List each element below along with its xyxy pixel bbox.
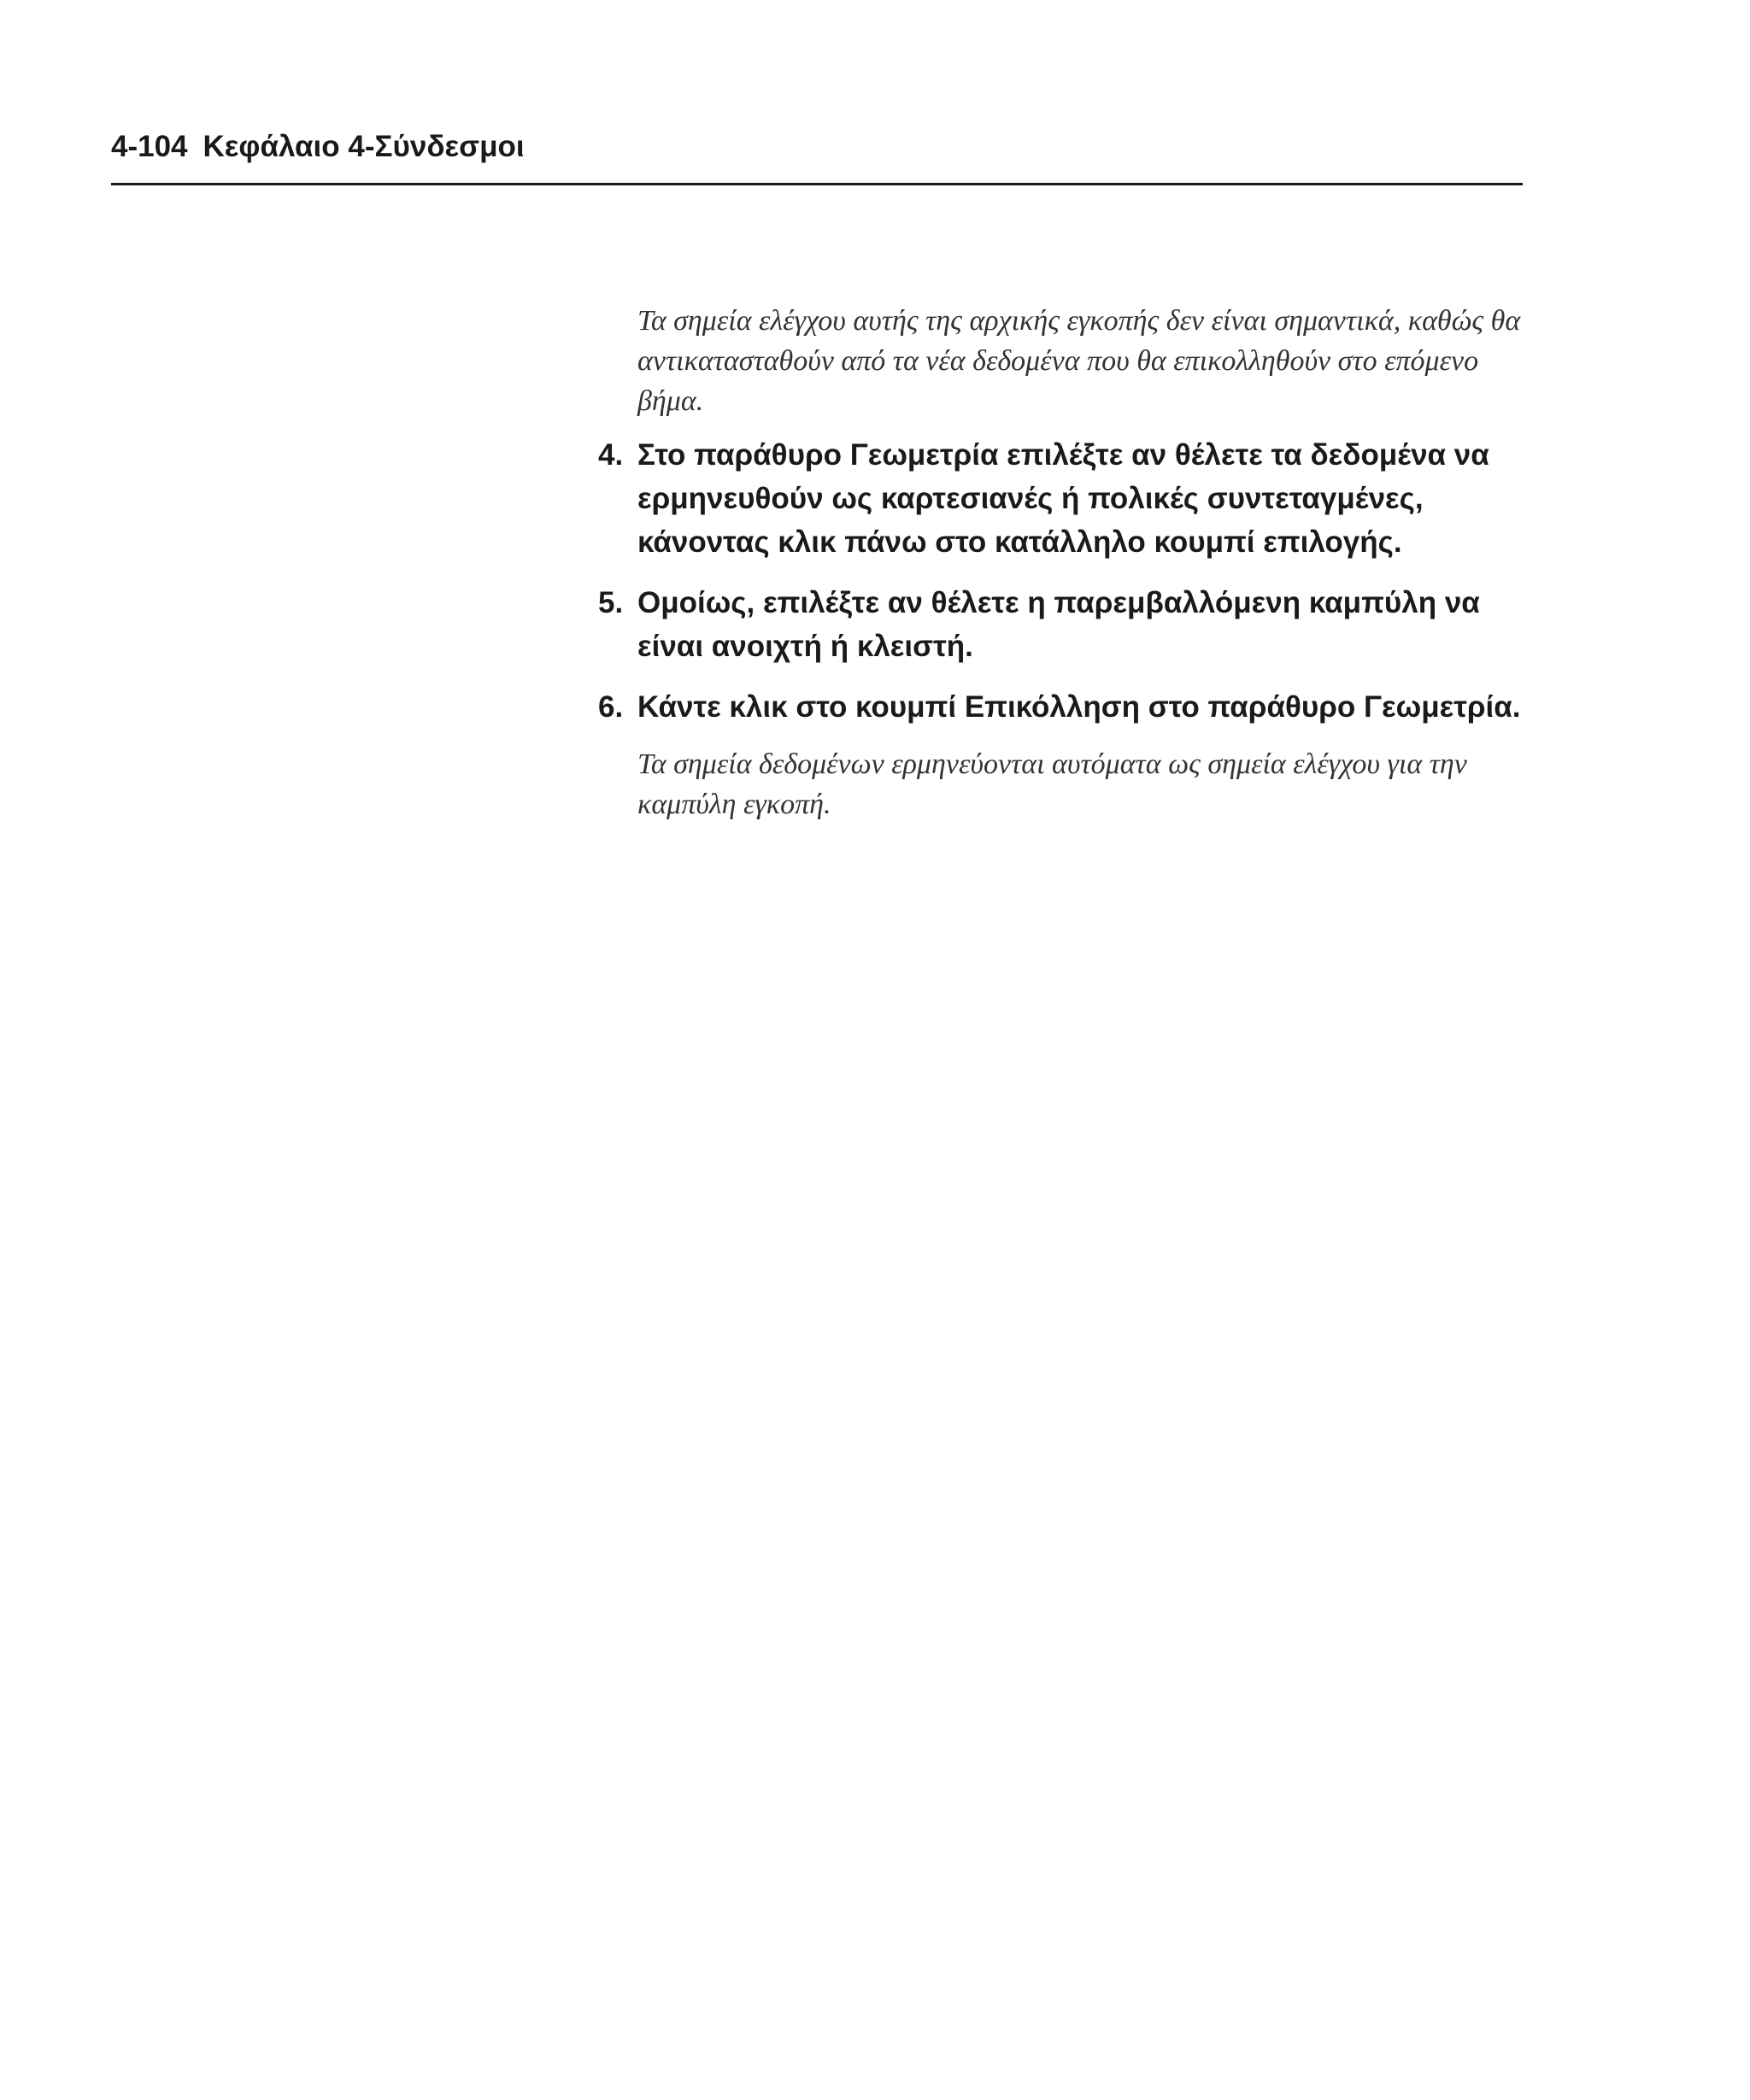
step-item <box>598 685 1547 729</box>
closing-note: Τα σημεία δεδομένων ερμηνεύονται αυτόματα ως σημεία ελέγχου για την καμπύλη εγκοπή. <box>637 748 1467 820</box>
step-number: 4. <box>598 438 624 472</box>
step-item <box>598 581 1547 668</box>
page-header <box>111 128 1523 185</box>
chapter-title: Κεφάλαιο 4-Σύνδεσμοι <box>203 130 525 163</box>
page-content <box>598 301 1547 824</box>
running-head <box>111 128 525 166</box>
step-number: 5. <box>598 586 624 619</box>
intro-note: Τα σημεία ελέγχου αυτής της αρχικής εγκοπής δεν είναι σημαντικά, καθώς θα αντικατασταθούν από τα νέα δεδομένα που θα επικολληθούν στο επόμενο βήμα. <box>637 305 1521 417</box>
step-text: Στο παράθυρο Γεωμετρία επιλέξτε αν θέλετε τα δεδομένα να ερμηνευθούν ως καρτεσιανές ή πολικές συντεταγμένες, κάνοντας κλικ πάνω στο κατάλληλο κουμπί επιλογής. <box>637 438 1489 559</box>
page-number: 4-104 <box>111 130 188 163</box>
step-text: Κάντε κλικ στο κουμπί Επικόλληση στο παράθυρο Γεωμετρία. <box>637 690 1521 724</box>
step-item <box>598 433 1547 564</box>
step-text: Ομοίως, επιλέξτε αν θέλετε η παρεμβαλλόμενη καμπύλη να είναι ανοιχτή ή κλειστή. <box>637 586 1480 663</box>
steps-list <box>598 433 1547 729</box>
step-number: 6. <box>598 690 624 724</box>
